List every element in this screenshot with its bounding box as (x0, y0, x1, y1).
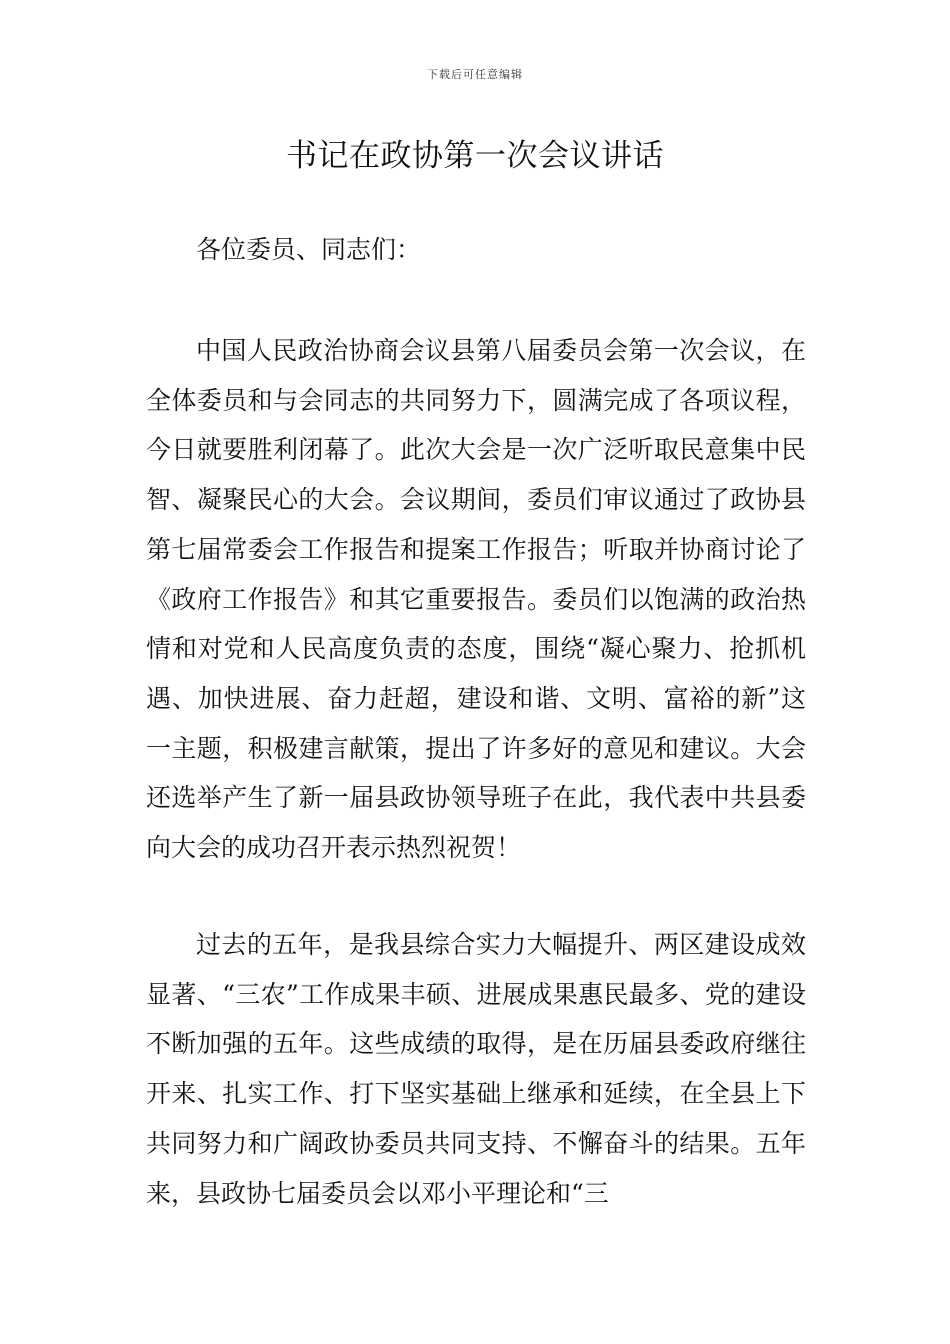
header-note: 下载后可任意编辑 (427, 68, 523, 81)
paragraph-block-2 (146, 920, 806, 1218)
body-paragraph-1: 中国人民政治协商会议县第八届委员会第一次会议，在全体委员和与会同志的共同努力下，圆满完成了各项议程，今日就要胜利闭幕了。此次大会是一次广泛听取民意集中民智、凝聚民心的大会。会议期间，委员们审议通过了政协县第七届常委会工作报告和提案工作报告；听取并协商讨论了《政府工作报告》和其它重要报告。委员们以饱满的政治热情和对党和人民高度负责的态度，围绕“凝心聚力、抢抓机遇、加快进展、奋力赶超，建设和谐、文明、富裕的新”这一主题，积极建言献策，提出了许多好的意见和建议。大会还选举产生了新一届县政协领导班子在此，我代表中共县委向大会的成功召开表示热烈祝贺！ (146, 336, 806, 863)
salutation: 各位委员、同志们： (196, 235, 422, 264)
paragraph-block-1 (146, 326, 806, 873)
body-paragraph-2: 过去的五年，是我县综合实力大幅提升、两区建设成效显著、“三农”工作成果丰硕、进展成果惠民最多、党的建设不断加强的五年。这些成绩的取得，是在历届县委政府继往开来、扎实工作、打下坚实基础上继承和延续，在全县上下共同努力和广阔政协委员共同支持、不懈奋斗的结果。五年来，县政协七届委员会以邓小平理论和“三 (146, 930, 806, 1208)
salutation-block (146, 225, 806, 275)
document-title: 书记在政协第一次会议讲话 (286, 138, 664, 174)
